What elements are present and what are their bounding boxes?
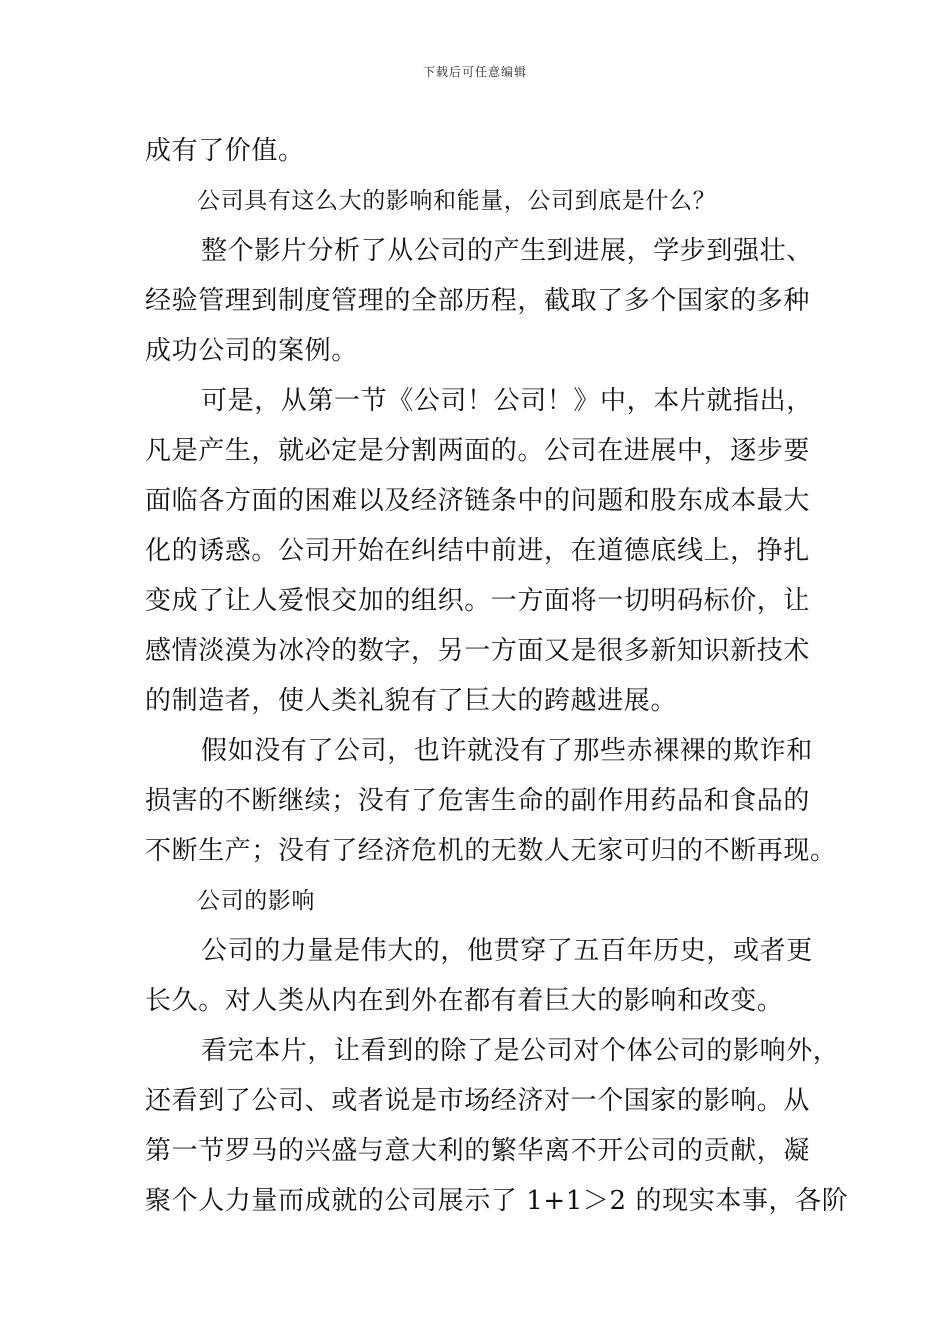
text-line: 聚个人力量而成就的公司展示了 1+1＞2 的现实本事，各阶 (145, 1186, 849, 1216)
text-line: 第一节罗马的兴盛与意大利的繁华离不开公司的贡献，凝 (145, 1136, 811, 1166)
text-line: 感情淡漠为冰冷的数字，另一方面又是很多新知识新技术 (145, 636, 811, 666)
text-line: 长久。对人类从内在到外在都有着巨大的影响和改变。 (145, 986, 784, 1016)
text-line: 假如没有了公司，也许就没有了那些赤裸裸的欺诈和 (201, 736, 813, 766)
text-line: 可是，从第一节《公司！公司！》中，本片就指出， (201, 386, 813, 416)
page-header: 下载后可任意编辑 (422, 65, 527, 79)
text-line: 变成了让人爱恨交加的组织。一方面将一切明码标价，让 (145, 586, 811, 616)
text-line: 面临各方面的困难以及经济链条中的问题和股东成本最大 (145, 486, 811, 516)
text-line: 损害的不断继续；没有了危害生命的副作用药品和食品的 (145, 786, 811, 816)
text-line: 公司具有这么大的影响和能量，公司到底是什么？ (197, 188, 717, 214)
text-line: 的制造者，使人类礼貌有了巨大的跨越进展。 (145, 686, 678, 716)
text-line: 看完本片，让看到的除了是公司对个体公司的影响外， (201, 1036, 840, 1066)
text-line: 公司的力量是伟大的，他贯穿了五百年历史，或者更 (201, 936, 813, 966)
text-line: 公司的影响 (197, 888, 315, 914)
text-line: 还看到了公司、或者说是市场经济对一个国家的影响。从 (145, 1086, 811, 1116)
text-line: 凡是产生，就必定是分割两面的。公司在进展中，逐步要 (145, 436, 811, 466)
text-line: 成功公司的案例。 (145, 336, 358, 366)
text-line: 成有了价值。 (145, 136, 305, 166)
text-line: 化的诱惑。公司开始在纠结中前进，在道德底线上，挣扎 (145, 536, 811, 566)
text-line: 经验管理到制度管理的全部历程，截取了多个国家的多种 (145, 286, 811, 316)
body-text (145, 126, 849, 1226)
text-line: 不断生产；没有了经济危机的无数人无家可归的不断再现。 (145, 836, 837, 866)
text-line: 整个影片分析了从公司的产生到进展，学步到强壮、 (201, 236, 813, 266)
